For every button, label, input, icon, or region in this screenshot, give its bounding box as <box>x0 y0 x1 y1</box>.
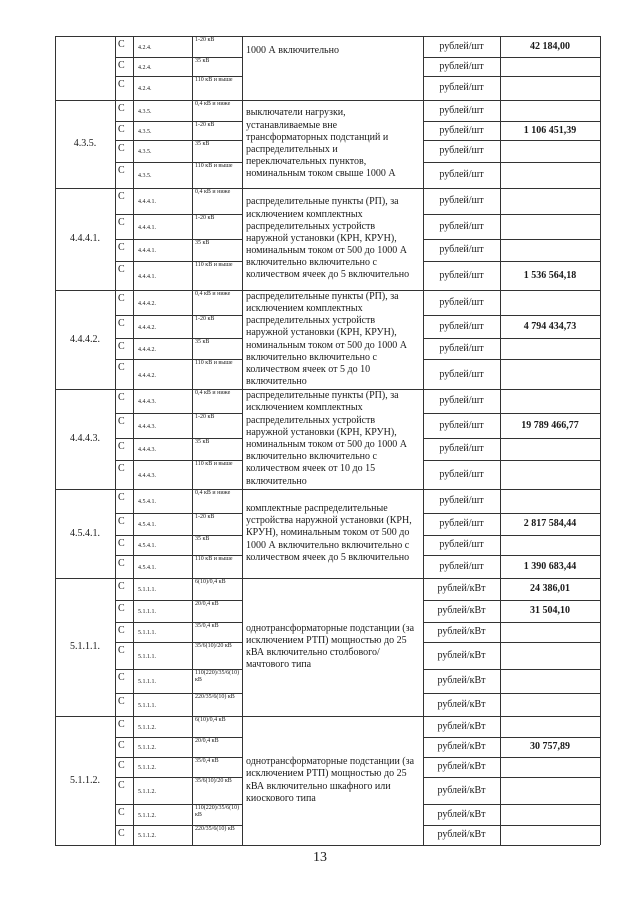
table-rule <box>423 600 600 601</box>
price-value: 19 789 466,77 <box>521 419 579 431</box>
category-letter: С <box>118 318 125 329</box>
category-letter: С <box>118 807 125 818</box>
table-rule <box>423 413 600 414</box>
table-rule <box>600 36 601 845</box>
unit-label: рублей/шт <box>439 296 484 308</box>
category-letter: С <box>118 719 125 730</box>
table-rule <box>423 642 600 643</box>
group-code: 4.4.4.3. <box>70 433 100 444</box>
table-rule <box>55 36 600 37</box>
group-description <box>246 390 419 487</box>
voltage-class: 35/0,4 кВ <box>195 623 219 629</box>
unit-label: рублей/шт <box>439 419 484 431</box>
group-code: 4.3.5. <box>73 138 97 149</box>
table-rule <box>423 825 600 826</box>
subcode: 4.3.5. <box>138 173 152 179</box>
subcode: 4.4.4.2. <box>138 372 156 379</box>
subcode: 5.1.1.1. <box>138 609 156 615</box>
price-value: 24 386,01 <box>530 583 570 594</box>
voltage-class: 110 кВ и выше <box>195 77 233 83</box>
subcode: 5.1.1.2. <box>138 833 156 839</box>
table-rule <box>423 804 600 805</box>
group-description <box>246 605 419 689</box>
subcode: 4.5.4.1. <box>138 543 156 549</box>
subcode: 4.4.4.3. <box>138 472 156 479</box>
table-rule <box>423 121 600 122</box>
table-rule <box>423 76 600 77</box>
subcode: 5.1.1.2. <box>138 788 156 795</box>
subcode: 5.1.1.1. <box>138 702 156 709</box>
group-description-text: однотрансформаторные подстанции (за исключением РТП) мощностью до 25 кВА включительно шкафного или киоскового типа <box>246 756 415 804</box>
subcode: 5.1.1.2. <box>138 765 156 771</box>
table-rule <box>423 737 600 738</box>
price-value: 31 504,10 <box>530 605 570 616</box>
category-letter: С <box>118 672 125 683</box>
group-description-text: однотрансформаторные подстанции (за исключением РТП) мощностью до 25 кВА включительно столбового/мачтового типа <box>246 622 415 671</box>
subcode: 5.1.1.1. <box>138 653 156 660</box>
table-rule <box>423 315 600 316</box>
table-rule <box>423 622 600 623</box>
subcode: 4.4.4.2. <box>138 300 156 307</box>
voltage-class: 110 кВ и выше <box>195 262 233 268</box>
group-description <box>246 197 419 281</box>
category-letter: С <box>118 79 125 90</box>
table-rule <box>55 188 600 189</box>
voltage-class: 110 кВ и выше <box>195 556 233 562</box>
unit-label: рублей/шт <box>439 518 484 529</box>
voltage-class: 6(10)/0,4 кВ <box>195 717 226 723</box>
group-description <box>246 492 419 576</box>
unit-label: рублей/шт <box>439 539 484 550</box>
category-letter: С <box>118 143 125 154</box>
category-letter: С <box>118 645 125 656</box>
table-rule <box>423 669 600 670</box>
category-letter: С <box>118 696 125 707</box>
price-value: 2 817 584,44 <box>523 518 577 529</box>
unit-label: рублей/шт <box>439 443 484 454</box>
category-letter: С <box>118 264 125 275</box>
voltage-class: 35/6(10)/20 кВ <box>195 778 232 784</box>
group-code: 4.4.4.1. <box>70 233 100 244</box>
table-rule <box>423 239 600 240</box>
subcode: 5.1.1.1. <box>138 630 156 636</box>
subcode: 4.3.5. <box>138 149 152 155</box>
price-value: 4 794 434,73 <box>523 320 577 332</box>
table-rule <box>55 578 600 579</box>
group-description-text: распределительные пункты (РП), за исключением комплектных распределительных устройств наружной установки (КРН, КРУН), номинальным током от 500 до 1000 А включительно включительно с количеством ячеек от 5 до 10 включительно <box>246 290 407 388</box>
table-rule <box>423 693 600 694</box>
unit-label: рублей/кВт <box>437 829 486 840</box>
unit-label: рублей/шт <box>439 60 484 72</box>
category-letter: С <box>118 242 125 253</box>
voltage-class: 0,4 кВ и ниже <box>195 101 231 107</box>
table-rule <box>133 36 134 845</box>
subcode: 5.1.1.2. <box>138 812 156 819</box>
category-letter: С <box>118 217 125 228</box>
table-rule <box>423 140 600 141</box>
category-letter: С <box>118 60 125 71</box>
subcode: 4.4.4.3. <box>138 399 156 405</box>
table-rule <box>423 777 600 778</box>
group-code: 4.5.4.1. <box>70 527 100 539</box>
voltage-class: 35/0,4 кВ <box>195 758 219 764</box>
voltage-class: 1-20 кВ <box>195 122 215 128</box>
unit-label: рублей/кВт <box>437 626 486 637</box>
category-letter: С <box>118 165 125 176</box>
table-rule <box>423 162 600 163</box>
subcode: 4.5.4.1. <box>138 522 156 528</box>
unit-label: рублей/шт <box>439 124 484 136</box>
category-letter: С <box>118 492 125 503</box>
unit-label: рублей/кВт <box>437 698 486 710</box>
voltage-class: 35 кВ <box>195 240 210 246</box>
voltage-class: 220/35/6(10) кВ <box>195 694 235 700</box>
category-letter: С <box>118 293 125 304</box>
group-code: 5.1.1.1. <box>70 641 100 652</box>
category-letter: С <box>118 516 125 527</box>
voltage-class: 20/0,4 кВ <box>195 601 219 607</box>
voltage-class: 35 кВ <box>195 141 210 147</box>
category-letter: С <box>118 362 125 373</box>
subcode: 4.4.4.1. <box>138 224 156 231</box>
voltage-class: 1-20 кВ <box>195 414 215 420</box>
subcode: 4.2.4. <box>138 86 152 92</box>
unit-label: рублей/шт <box>439 195 484 206</box>
subcode: 5.1.1.2. <box>138 724 156 731</box>
voltage-class: 1-20 кВ <box>195 316 215 322</box>
price-value: 30 757,89 <box>530 741 570 752</box>
unit-label: рублей/шт <box>439 220 484 232</box>
unit-label: рублей/шт <box>439 40 484 52</box>
subcode: 4.4.4.1. <box>138 199 156 205</box>
subcode: 4.4.4.2. <box>138 324 156 331</box>
table-rule <box>423 535 600 536</box>
subcode: 4.2.4. <box>138 64 152 71</box>
category-letter: С <box>118 191 125 202</box>
price-value: 1 106 451,39 <box>523 124 577 136</box>
subcode: 5.1.1.1. <box>138 679 156 685</box>
unit-label: рублей/шт <box>439 320 484 332</box>
table-rule <box>55 845 600 846</box>
table-rule <box>242 36 243 845</box>
category-letter: С <box>118 625 125 636</box>
group-description-text: распределительные пункты (РП), за исключением комплектных распределительных устройств наружной установки (КРН, КРУН), номинальным током от 500 до 1000 А включительно включительно с количеством ячеек от 10 до 15 включительно <box>246 390 407 487</box>
subcode: 4.5.4.1. <box>138 564 156 571</box>
table-rule <box>423 57 600 58</box>
table-rule <box>423 555 600 556</box>
unit-label: рублей/шт <box>439 468 484 480</box>
category-letter: С <box>118 780 125 791</box>
voltage-class: 20/0,4 кВ <box>195 738 219 744</box>
category-letter: С <box>118 124 125 135</box>
unit-label: рублей/шт <box>439 368 484 380</box>
category-letter: С <box>118 538 125 549</box>
unit-label: рублей/шт <box>439 269 484 281</box>
voltage-class: 1-20 кВ <box>195 37 215 43</box>
subcode: 5.1.1.1. <box>138 587 156 593</box>
group-description-text: распределительные пункты (РП), за исключением комплектных распределительных устройств наружной установки (КРН, КРУН), номинальным током от 500 до 1000 А включительно включительно с количеством ячеек до 5 включительно <box>246 196 410 281</box>
unit-label: рублей/кВт <box>437 583 486 594</box>
table-rule <box>423 338 600 339</box>
group-description-text: 1000 А включительно <box>246 44 339 56</box>
category-letter: С <box>118 603 125 614</box>
table-rule <box>500 36 501 845</box>
category-letter: С <box>118 558 125 569</box>
group-code: 5.1.1.2. <box>70 774 100 786</box>
table-rule <box>423 214 600 215</box>
voltage-class: 35 кВ <box>195 58 210 64</box>
voltage-class: 110 кВ и выше <box>195 163 233 169</box>
unit-label: рублей/кВт <box>437 649 486 661</box>
table-rule <box>423 261 600 262</box>
unit-label: рублей/кВт <box>437 720 486 732</box>
unit-label: рублей/шт <box>439 169 484 180</box>
group-description-text: выключатели нагрузки, устанавливаемые вне трансформаторных подстанций и распределительных и переключательных пунктов, номинальным током свыше 1000 А <box>246 107 396 180</box>
subcode: 4.4.4.3. <box>138 423 156 430</box>
group-code: 4.4.4.2. <box>70 333 100 345</box>
category-letter: С <box>118 760 125 771</box>
table-rule <box>55 716 600 717</box>
table-rule <box>55 489 600 490</box>
group-description-text: комплектные распределительные устройства наружной установки (КРН, КРУН), номинальным током от 500 до 1000 А включительно включительно с количеством ячеек до 5 включительно <box>246 503 412 563</box>
group-description <box>246 739 419 823</box>
subcode: 4.4.4.1. <box>138 273 156 280</box>
unit-label: рублей/кВт <box>437 741 486 752</box>
subcode: 4.4.4.1. <box>138 248 156 254</box>
unit-label: рублей/шт <box>439 495 484 506</box>
group-description <box>246 290 419 388</box>
voltage-class: 110 кВ и выше <box>195 360 233 366</box>
table-rule <box>55 100 600 101</box>
category-letter: С <box>118 341 125 352</box>
category-letter: С <box>118 828 125 839</box>
unit-label: рублей/шт <box>439 560 484 572</box>
unit-label: рублей/шт <box>439 244 484 255</box>
subcode: 4.3.5. <box>138 108 152 115</box>
voltage-class: 35 кВ <box>195 339 210 345</box>
table-rule <box>423 757 600 758</box>
table-rule <box>192 36 193 845</box>
voltage-class: 1-20 кВ <box>195 215 215 221</box>
table-rule <box>423 460 600 461</box>
category-letter: С <box>118 392 125 403</box>
subcode: 4.3.5. <box>138 128 152 135</box>
category-letter: С <box>118 581 125 592</box>
subcode: 5.1.1.2. <box>138 745 156 751</box>
voltage-class: 0,4 кВ и ниже <box>195 291 231 297</box>
category-letter: С <box>118 740 125 751</box>
unit-label: рублей/кВт <box>437 761 486 772</box>
unit-label: рублей/шт <box>439 395 484 406</box>
voltage-class: 35/6(10)/20 кВ <box>195 643 232 649</box>
subcode: 4.4.4.3. <box>138 447 156 453</box>
unit-label: рублей/шт <box>439 82 484 93</box>
price-value: 1 536 564,18 <box>523 269 577 281</box>
table-rule <box>423 513 600 514</box>
voltage-class: 0,4 кВ и ниже <box>195 189 231 195</box>
unit-label: рублей/кВт <box>437 605 486 616</box>
subcode: 4.4.4.2. <box>138 346 156 353</box>
voltage-class: 220/35/6(10) кВ <box>195 826 235 832</box>
page-number: 13 <box>313 850 327 865</box>
table-rule <box>115 36 116 845</box>
table-rule <box>423 438 600 439</box>
unit-label: рублей/кВт <box>437 808 486 820</box>
category-letter: С <box>118 441 125 452</box>
voltage-class: 1-20 кВ <box>195 514 215 520</box>
unit-label: рублей/кВт <box>437 675 486 686</box>
voltage-class: 110(220)/35/6(10) кВ <box>195 670 240 683</box>
voltage-class: 35 кВ <box>195 536 210 542</box>
subcode: 4.2.4. <box>138 44 152 51</box>
subcode: 4.5.4.1. <box>138 499 156 505</box>
table-rule <box>423 359 600 360</box>
voltage-class: 110(220)/35/6(10) кВ <box>195 805 240 818</box>
category-letter: С <box>118 463 125 474</box>
unit-label: рублей/шт <box>439 104 484 116</box>
voltage-class: 6(10)/0,4 кВ <box>195 579 226 585</box>
unit-label: рублей/шт <box>439 145 484 156</box>
category-letter: С <box>118 103 125 114</box>
unit-label: рублей/кВт <box>437 784 486 796</box>
group-description <box>246 102 419 186</box>
voltage-class: 110 кВ и выше <box>195 461 233 467</box>
price-value: 42 184,00 <box>530 40 570 52</box>
voltage-class: 0,4 кВ и ниже <box>195 390 231 396</box>
voltage-class: 35 кВ <box>195 439 210 445</box>
category-letter: С <box>118 416 125 427</box>
unit-label: рублей/шт <box>439 342 484 354</box>
voltage-class: 0,4 кВ и ниже <box>195 490 231 496</box>
group-description <box>246 41 419 61</box>
category-letter: С <box>118 39 125 50</box>
price-value: 1 390 683,44 <box>523 560 577 572</box>
